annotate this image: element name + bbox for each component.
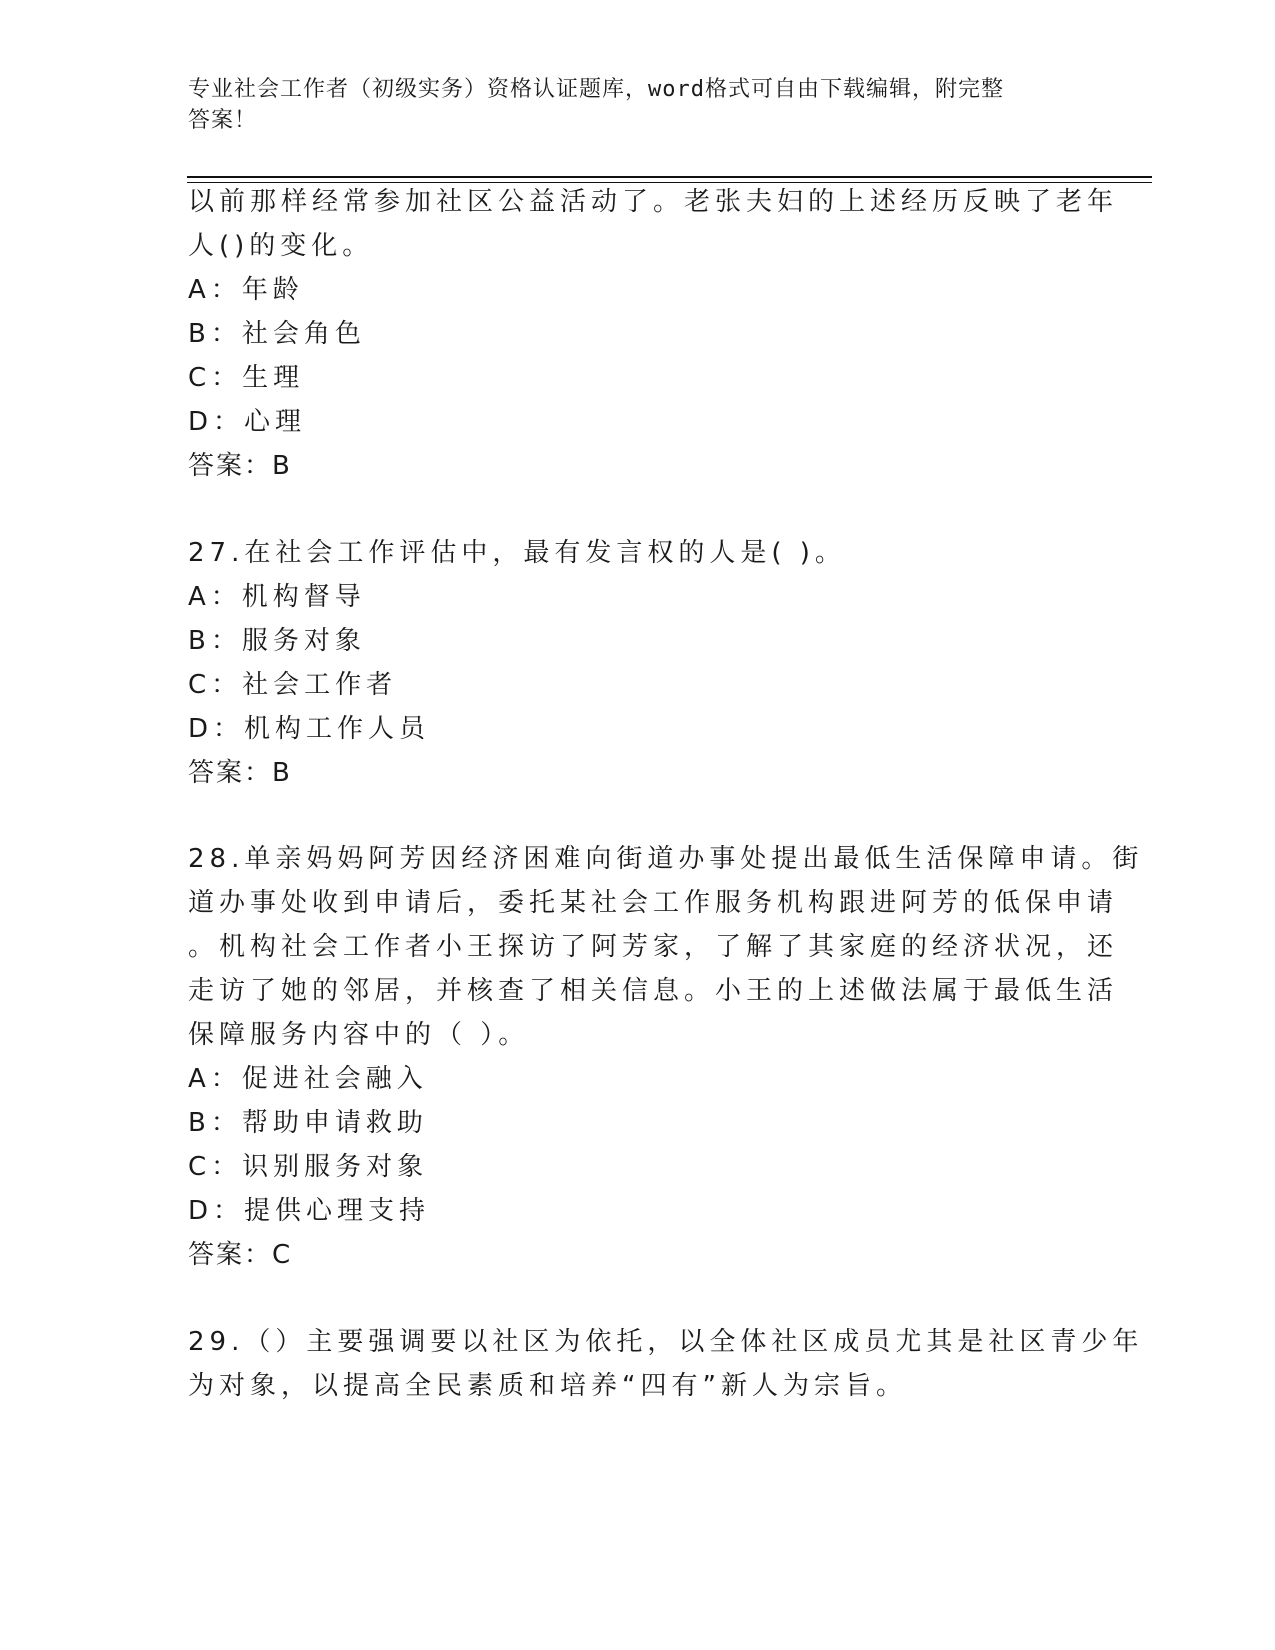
question-28-option-d: D：提供心理支持: [188, 1196, 431, 1226]
question-28-stem-line-2: 道办事处收到申请后，委托某社会工作服务机构跟进阿芳的低保申请: [188, 888, 1119, 918]
question-28-option-b: B：帮助申请救助: [188, 1108, 428, 1138]
question-26-stem-line-1: 以前那样经常参加社区公益活动了。老张夫妇的上述经历反映了老年: [188, 187, 1119, 217]
question-28-stem-line-4: 走访了她的邻居，并核查了相关信息。小王的上述做法属于最低生活: [188, 976, 1119, 1006]
question-28-stem-line-1: 28.单亲妈妈阿芳因经济困难向街道办事处提出最低生活保障申请。街: [188, 844, 1144, 874]
question-26-option-c: C：生理: [188, 363, 305, 393]
question-27-option-d: D：机构工作人员: [188, 714, 431, 744]
question-27-answer: 答案：B: [188, 758, 292, 788]
question-26-stem-line-2: 人()的变化。: [188, 231, 374, 261]
question-29-stem-line-2: 为对象，以提高全民素质和培养“四有”新人为宗旨。: [188, 1371, 907, 1401]
header-note-line-1: 专业社会工作者（初级实务）资格认证题库，word格式可自由下载编辑，附完整: [188, 77, 1004, 102]
header-note-line-2: 答案！: [188, 108, 258, 133]
question-28-option-a: A：促进社会融入: [188, 1064, 428, 1094]
question-26-answer: 答案：B: [188, 451, 292, 481]
header-divider-thin: [187, 182, 1152, 183]
question-28-stem-line-3: 。机构社会工作者小王探访了阿芳家，了解了其家庭的经济状况，还: [188, 932, 1119, 962]
question-26-option-a: A：年龄: [188, 275, 304, 305]
question-27-option-b: B：服务对象: [188, 626, 366, 656]
question-28-answer: 答案：C: [188, 1240, 293, 1270]
question-29-stem-line-1: 29.（）主要强调要以社区为依托，以全体社区成员尤其是社区青少年: [188, 1327, 1144, 1357]
question-26-option-d: D：心理: [188, 407, 307, 437]
question-28-option-c: C：识别服务对象: [188, 1152, 429, 1182]
question-27-option-c: C：社会工作者: [188, 670, 398, 700]
header-divider-thick: [187, 176, 1152, 178]
question-27-stem-line-1: 27.在社会工作评估中，最有发言权的人是( )。: [188, 538, 846, 568]
question-28-stem-line-5: 保障服务内容中的（ ）。: [188, 1020, 530, 1050]
question-27-option-a: A：机构督导: [188, 582, 366, 612]
question-26-option-b: B：社会角色: [188, 319, 366, 349]
header-note: [188, 74, 1088, 136]
